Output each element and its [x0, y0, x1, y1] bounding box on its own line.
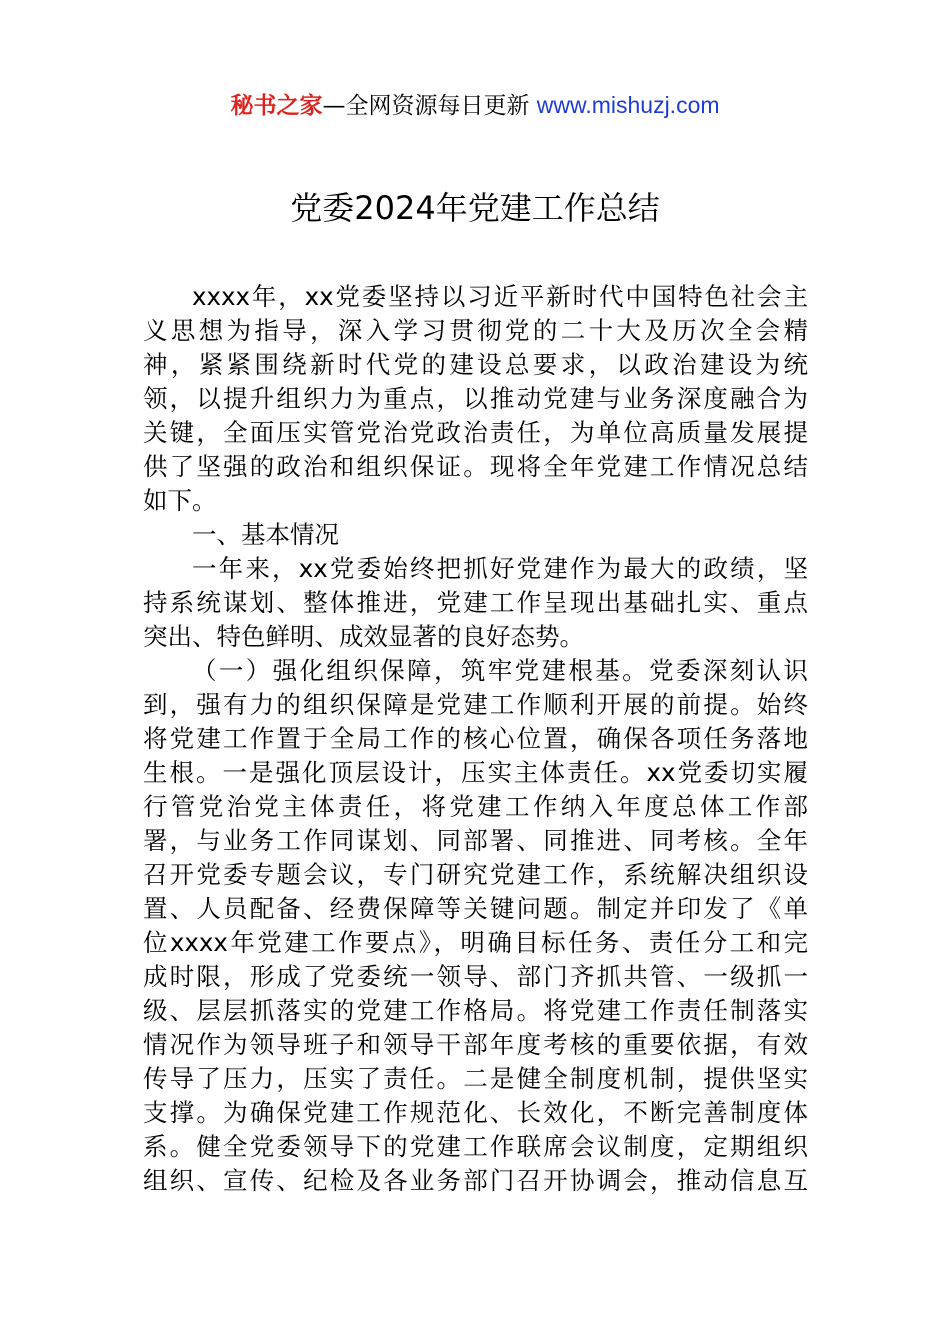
body-line: 突出、特色鲜明、成效显著的良好态势。: [143, 622, 584, 651]
body-line: 位xxxx年党建工作要点》，明确目标任务、责任分工和完: [143, 928, 808, 957]
body-line: 情况作为领导班子和领导干部年度考核的重要依据，有效: [143, 1030, 808, 1059]
body-line: 行管党治党主体责任，将党建工作纳入年度总体工作部: [143, 792, 808, 821]
site-url-link[interactable]: www.mishuzj.com: [536, 92, 720, 118]
body-line: 级、层层抓落实的党建工作格局。将党建工作责任制落实: [143, 996, 808, 1025]
body-line: （一）强化组织保障，筑牢党建根基。党委深刻认识: [192, 656, 808, 685]
body-line: 如下。: [143, 486, 217, 515]
body-line: 将党建工作置于全局工作的核心位置，确保各项任务落地: [143, 724, 808, 753]
site-slogan: —全网资源每日更新: [322, 93, 537, 119]
document-body: [143, 280, 808, 1198]
body-line: 成时限，形成了党委统一领导、部门齐抓共管、一级抓一: [143, 962, 808, 991]
body-line: 义思想为指导，深入学习贯彻党的二十大及历次全会精: [143, 316, 808, 345]
body-line: 神，紧紧围绕新时代党的建设总要求，以政治建设为统: [143, 350, 808, 379]
body-line: 关键，全面压实管党治党政治责任，为单位高质量发展提: [143, 418, 808, 447]
body-line: xxxx年，xx党委坚持以习近平新时代中国特色社会主: [192, 282, 808, 311]
site-banner: [0, 88, 950, 123]
body-line: 一年来，xx党委始终把抓好党建作为最大的政绩，坚: [192, 554, 808, 583]
body-line: 生根。一是强化顶层设计，压实主体责任。xx党委切实履: [143, 758, 808, 787]
body-line: 领，以提升组织力为重点，以推动党建与业务深度融合为: [143, 384, 808, 413]
body-line: 署，与业务工作同谋划、同部署、同推进、同考核。全年: [143, 826, 808, 855]
site-brand: 秘书之家: [230, 93, 323, 119]
body-line: 置、人员配备、经费保障等关键问题。制定并印发了《单: [143, 894, 808, 923]
document-title: 党委2024年党建工作总结: [290, 189, 660, 227]
body-line: 供了坚强的政治和组织保证。现将全年党建工作情况总结: [143, 452, 808, 481]
body-line: 到，强有力的组织保障是党建工作顺利开展的前提。始终: [143, 690, 808, 719]
body-line: 召开党委专题会议，专门研究党建工作，系统解决组织设: [143, 860, 808, 889]
body-line: 持系统谋划、整体推进，党建工作呈现出基础扎实、重点: [143, 588, 808, 617]
body-line: 组织、宣传、纪检及各业务部门召开协调会，推动信息互: [143, 1166, 808, 1195]
body-line: 系。健全党委领导下的党建工作联席会议制度，定期组织: [143, 1132, 808, 1161]
body-line: 传导了压力，压实了责任。二是健全制度机制，提供坚实: [143, 1064, 808, 1093]
body-line: 支撑。为确保党建工作规范化、长效化，不断完善制度体: [143, 1098, 808, 1127]
section-heading: 一、基本情况: [192, 520, 339, 549]
